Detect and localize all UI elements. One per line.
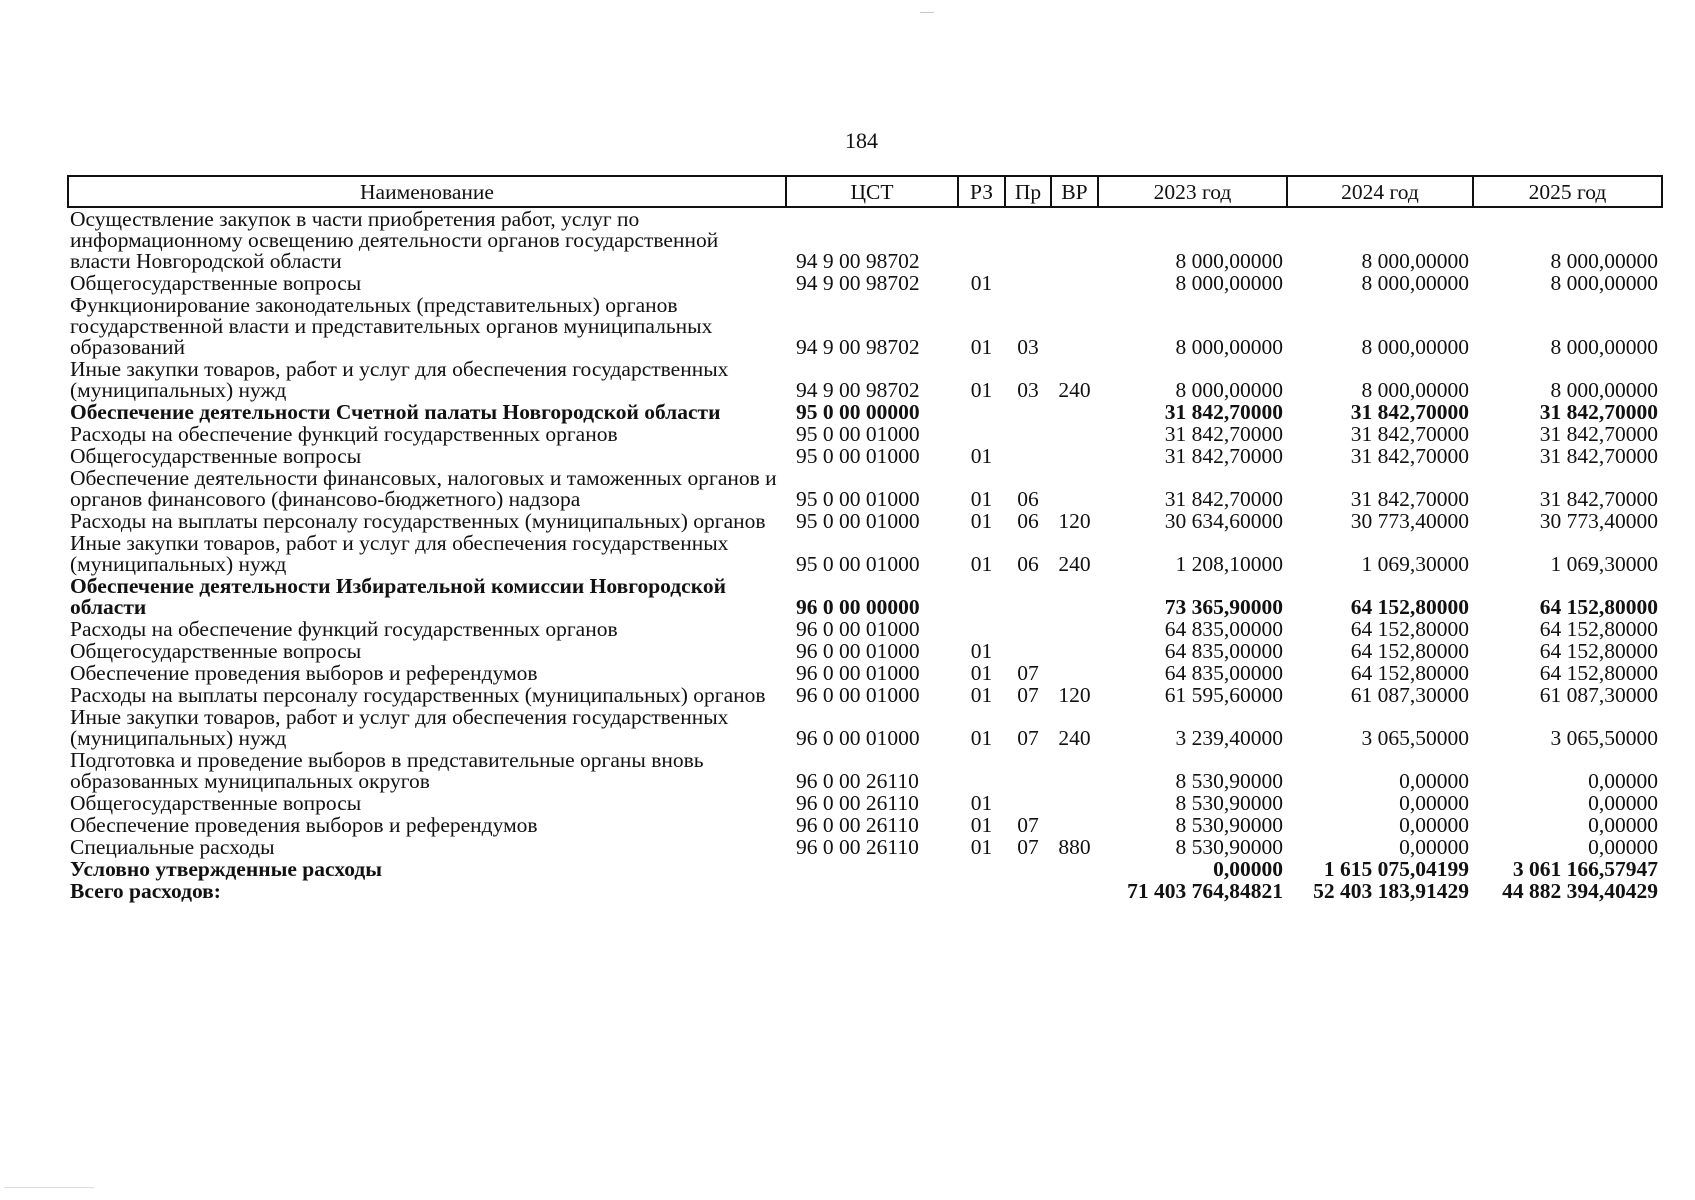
row-pr <box>1005 272 1051 294</box>
row-value-2023: 31 842,70000 <box>1164 487 1283 511</box>
row-pr: 07 <box>1017 835 1039 859</box>
row-value-2023: 71 403 764,84821 <box>1127 879 1283 903</box>
row-name: Расходы на обеспечение функций государственных органов <box>70 422 618 446</box>
row-vr: 120 <box>1058 683 1091 707</box>
row-rz: 01 <box>970 378 993 402</box>
row-pr <box>1005 749 1051 792</box>
row-rz: 01 <box>970 835 993 859</box>
table-row <box>68 294 1662 358</box>
table-row <box>68 445 1662 467</box>
row-value-2023: 8 000,00000 <box>1175 271 1283 295</box>
header-year-2023: 2023 год <box>1098 176 1287 207</box>
row-rz <box>958 880 1005 902</box>
row-value-2024: 31 842,70000 <box>1350 444 1469 468</box>
row-value-2025: 8 000,00000 <box>1550 249 1658 273</box>
row-vr: 880 <box>1058 835 1091 859</box>
row-vr: 240 <box>1058 552 1091 576</box>
header-year-2025: 2025 год <box>1473 176 1662 207</box>
row-value-2024: 0,00000 <box>1399 791 1469 815</box>
row-vr: 240 <box>1058 726 1091 750</box>
row-cst: 94 9 00 98702 <box>796 335 920 359</box>
row-cst: 96 0 00 26110 <box>796 769 919 793</box>
row-pr <box>1005 575 1051 618</box>
table-row <box>68 401 1662 423</box>
row-value-2025: 8 000,00000 <box>1550 378 1658 402</box>
row-cst: 95 0 00 01000 <box>796 422 920 446</box>
table-row <box>68 836 1662 858</box>
row-pr <box>1005 423 1051 445</box>
row-name: Обеспечение деятельности Счетной палаты Новгородской области <box>70 400 721 424</box>
row-value-2025: 0,00000 <box>1588 769 1658 793</box>
row-value-2023: 31 842,70000 <box>1164 422 1283 446</box>
row-name: Функционирование законодательных (представительных) органов государственной власти и представительных органов муниципальных образований <box>70 293 713 359</box>
table-row <box>68 749 1662 792</box>
row-value-2023: 31 842,70000 <box>1164 444 1283 468</box>
row-rz <box>958 618 1005 640</box>
row-value-2024: 31 842,70000 <box>1350 422 1469 446</box>
row-value-2023: 1 208,10000 <box>1175 552 1283 576</box>
header-rz: РЗ <box>958 176 1005 207</box>
row-value-2023: 8 530,90000 <box>1175 769 1283 793</box>
row-pr <box>1005 207 1051 272</box>
row-name: Общегосударственные вопросы <box>70 444 362 468</box>
header-name: Наименование <box>68 176 786 207</box>
row-value-2024: 3 065,50000 <box>1361 726 1469 750</box>
row-pr <box>1005 858 1051 880</box>
row-pr: 07 <box>1017 661 1039 685</box>
row-cst: 96 0 00 01000 <box>796 639 920 663</box>
row-value-2023: 64 835,00000 <box>1164 661 1283 685</box>
row-pr: 07 <box>1017 683 1039 707</box>
row-vr <box>1051 272 1098 294</box>
row-pr <box>1005 792 1051 814</box>
row-name: Расходы на выплаты персоналу государственных (муниципальных) органов <box>70 509 766 533</box>
header-pr: Пр <box>1005 176 1051 207</box>
row-value-2024: 31 842,70000 <box>1350 487 1469 511</box>
row-value-2025: 3 065,50000 <box>1550 726 1658 750</box>
row-value-2023: 64 835,00000 <box>1164 639 1283 663</box>
row-cst: 96 0 00 01000 <box>796 661 920 685</box>
row-value-2024: 31 842,70000 <box>1350 400 1469 424</box>
row-pr: 07 <box>1017 813 1039 837</box>
row-rz: 01 <box>970 271 993 295</box>
row-name: Обеспечение проведения выборов и референдумов <box>70 661 538 685</box>
row-vr <box>1051 401 1098 423</box>
row-value-2024: 8 000,00000 <box>1361 249 1469 273</box>
table-row <box>68 858 1662 880</box>
row-rz <box>958 575 1005 618</box>
row-vr: 240 <box>1058 378 1091 402</box>
row-value-2023: 8 000,00000 <box>1175 335 1283 359</box>
table-row <box>68 510 1662 532</box>
header-year-2024: 2024 год <box>1287 176 1473 207</box>
table-row <box>68 618 1662 640</box>
page-number: 184 <box>845 128 878 153</box>
row-value-2024: 8 000,00000 <box>1361 378 1469 402</box>
row-value-2025: 44 882 394,40429 <box>1502 879 1658 903</box>
row-value-2023: 31 842,70000 <box>1164 400 1283 424</box>
row-value-2024: 8 000,00000 <box>1361 271 1469 295</box>
row-value-2023: 61 595,60000 <box>1164 683 1283 707</box>
row-value-2023: 0,00000 <box>1213 857 1283 881</box>
row-vr <box>1051 207 1098 272</box>
row-vr <box>1051 749 1098 792</box>
row-rz: 01 <box>970 509 993 533</box>
row-pr: 06 <box>1017 552 1039 576</box>
row-cst: 96 0 00 01000 <box>796 683 920 707</box>
row-value-2024: 8 000,00000 <box>1361 335 1469 359</box>
row-value-2024: 52 403 183,91429 <box>1313 879 1469 903</box>
table-row <box>68 423 1662 445</box>
row-name: Обеспечение деятельности Избирательной комиссии Новгородской области <box>70 574 726 619</box>
table-row <box>68 814 1662 836</box>
row-value-2025: 64 152,80000 <box>1539 617 1658 641</box>
row-value-2023: 8 000,00000 <box>1175 249 1283 273</box>
header-vr: ВР <box>1051 176 1098 207</box>
row-rz: 01 <box>970 552 993 576</box>
row-rz <box>958 423 1005 445</box>
row-value-2025: 0,00000 <box>1588 835 1658 859</box>
row-vr: 120 <box>1058 509 1091 533</box>
row-value-2024: 1 615 075,04199 <box>1323 857 1469 881</box>
row-rz <box>958 858 1005 880</box>
row-value-2025: 31 842,70000 <box>1539 400 1658 424</box>
row-name: Общегосударственные вопросы <box>70 791 362 815</box>
row-value-2025: 61 087,30000 <box>1539 683 1658 707</box>
row-cst: 94 9 00 98702 <box>796 271 920 295</box>
table-body <box>68 207 1662 902</box>
row-cst: 94 9 00 98702 <box>796 249 920 273</box>
row-name: Подготовка и проведение выборов в представительные органы вновь образованных муниципальных округов <box>70 748 704 793</box>
row-value-2023: 8 000,00000 <box>1175 378 1283 402</box>
row-vr <box>1051 880 1098 902</box>
table-row <box>68 880 1662 902</box>
row-rz: 01 <box>970 791 993 815</box>
row-value-2023: 73 365,90000 <box>1164 595 1283 619</box>
row-value-2025: 31 842,70000 <box>1539 444 1658 468</box>
row-pr <box>1005 445 1051 467</box>
row-vr <box>1051 294 1098 358</box>
row-pr <box>1005 640 1051 662</box>
row-cst: 96 0 00 00000 <box>796 595 920 619</box>
row-cst: 96 0 00 26110 <box>796 791 919 815</box>
table-row <box>68 684 1662 706</box>
table-row <box>68 792 1662 814</box>
row-name: Иные закупки товаров, работ и услуг для обеспечения государственных (муниципальных) нужд <box>70 531 729 576</box>
row-vr <box>1051 858 1098 880</box>
row-cst: 95 0 00 01000 <box>796 444 920 468</box>
row-rz <box>958 749 1005 792</box>
budget-table <box>67 175 1663 902</box>
row-rz: 01 <box>970 683 993 707</box>
row-value-2024: 0,00000 <box>1399 769 1469 793</box>
row-cst: 95 0 00 01000 <box>796 552 920 576</box>
row-value-2024: 64 152,80000 <box>1350 661 1469 685</box>
row-name: Условно утвержденные расходы <box>70 857 383 881</box>
row-value-2024: 0,00000 <box>1399 835 1469 859</box>
row-value-2025: 1 069,30000 <box>1550 552 1658 576</box>
row-rz <box>958 401 1005 423</box>
row-vr <box>1051 618 1098 640</box>
row-name: Расходы на обеспечение функций государственных органов <box>70 617 618 641</box>
row-pr: 06 <box>1017 487 1039 511</box>
row-value-2025: 8 000,00000 <box>1550 335 1658 359</box>
row-pr: 07 <box>1017 726 1039 750</box>
table-row <box>68 532 1662 575</box>
row-pr: 06 <box>1017 509 1039 533</box>
table-row <box>68 706 1662 749</box>
row-value-2023: 30 634,60000 <box>1164 509 1283 533</box>
row-value-2025: 0,00000 <box>1588 813 1658 837</box>
row-value-2025: 64 152,80000 <box>1539 661 1658 685</box>
row-value-2024: 64 152,80000 <box>1350 595 1469 619</box>
row-value-2025: 0,00000 <box>1588 791 1658 815</box>
row-vr <box>1051 640 1098 662</box>
row-value-2024: 30 773,40000 <box>1350 509 1469 533</box>
scan-artifact-bottom <box>4 1187 94 1188</box>
row-name: Осуществление закупок в части приобретения работ, услуг по информационному освещению деятельности органов государственной власти Новгородской области <box>70 207 719 273</box>
row-value-2025: 3 061 166,57947 <box>1512 857 1658 881</box>
row-name: Общегосударственные вопросы <box>70 271 362 295</box>
row-cst: 96 0 00 26110 <box>796 835 919 859</box>
row-rz: 01 <box>970 726 993 750</box>
header-row <box>68 176 1662 207</box>
row-name: Специальные расходы <box>70 835 275 859</box>
table-header <box>68 176 1662 207</box>
row-cst: 95 0 00 01000 <box>796 487 920 511</box>
row-rz: 01 <box>970 444 993 468</box>
row-name: Общегосударственные вопросы <box>70 639 362 663</box>
table-row <box>68 662 1662 684</box>
row-cst: 96 0 00 01000 <box>796 617 920 641</box>
row-cst: 96 0 00 01000 <box>796 726 920 750</box>
row-name: Всего расходов: <box>70 879 221 903</box>
row-rz: 01 <box>970 335 993 359</box>
row-rz: 01 <box>970 661 993 685</box>
row-value-2024: 61 087,30000 <box>1350 683 1469 707</box>
header-cst: ЦСТ <box>786 176 958 207</box>
row-value-2023: 8 530,90000 <box>1175 813 1283 837</box>
table-row <box>68 640 1662 662</box>
table-row <box>68 358 1662 401</box>
row-value-2024: 1 069,30000 <box>1361 552 1469 576</box>
row-vr <box>1051 445 1098 467</box>
row-pr <box>1005 401 1051 423</box>
row-vr <box>1051 662 1098 684</box>
row-value-2024: 64 152,80000 <box>1350 617 1469 641</box>
row-cst: 95 0 00 00000 <box>796 400 920 424</box>
row-pr <box>1005 618 1051 640</box>
row-value-2025: 64 152,80000 <box>1539 639 1658 663</box>
row-value-2024: 64 152,80000 <box>1350 639 1469 663</box>
row-value-2024: 0,00000 <box>1399 813 1469 837</box>
row-vr <box>1051 467 1098 510</box>
table-row <box>68 467 1662 510</box>
row-value-2023: 8 530,90000 <box>1175 791 1283 815</box>
row-value-2025: 31 842,70000 <box>1539 422 1658 446</box>
row-rz <box>958 207 1005 272</box>
row-vr <box>1051 792 1098 814</box>
row-cst: 96 0 00 26110 <box>796 813 919 837</box>
row-pr: 03 <box>1017 335 1039 359</box>
row-vr <box>1051 814 1098 836</box>
row-pr: 03 <box>1017 378 1039 402</box>
row-name: Расходы на выплаты персоналу государственных (муниципальных) органов <box>70 683 766 707</box>
row-value-2023: 3 239,40000 <box>1175 726 1283 750</box>
row-cst <box>786 858 958 880</box>
row-value-2025: 31 842,70000 <box>1539 487 1658 511</box>
scan-artifact-top <box>920 12 934 13</box>
row-name: Обеспечение проведения выборов и референдумов <box>70 813 538 837</box>
table-row <box>68 272 1662 294</box>
row-value-2023: 8 530,90000 <box>1175 835 1283 859</box>
row-pr <box>1005 880 1051 902</box>
row-vr <box>1051 575 1098 618</box>
row-rz: 01 <box>970 813 993 837</box>
row-cst: 94 9 00 98702 <box>796 378 920 402</box>
row-value-2023: 64 835,00000 <box>1164 617 1283 641</box>
row-cst: 95 0 00 01000 <box>796 509 920 533</box>
row-value-2025: 8 000,00000 <box>1550 271 1658 295</box>
row-vr <box>1051 423 1098 445</box>
row-name: Иные закупки товаров, работ и услуг для обеспечения государственных (муниципальных) нужд <box>70 357 729 402</box>
row-value-2025: 64 152,80000 <box>1539 595 1658 619</box>
row-name: Обеспечение деятельности финансовых, налоговых и таможенных органов и органов финансового (финансово-бюджетного) надзора <box>70 466 777 511</box>
table-row <box>68 207 1662 272</box>
row-rz: 01 <box>970 639 993 663</box>
row-rz: 01 <box>970 487 993 511</box>
row-cst <box>786 880 958 902</box>
table-row <box>68 575 1662 618</box>
row-value-2025: 30 773,40000 <box>1539 509 1658 533</box>
row-name: Иные закупки товаров, работ и услуг для обеспечения государственных (муниципальных) нужд <box>70 705 729 750</box>
